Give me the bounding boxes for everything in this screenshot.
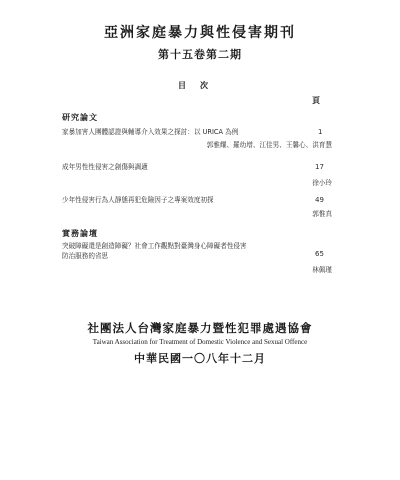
toc-heading: 目次 — [178, 80, 222, 90]
publisher-name: 社團法人台灣家庭暴力暨性犯罪處遇協會 — [87, 321, 313, 335]
publication-date: 中華民國一〇八年十二月 — [134, 352, 266, 365]
entry-title: 家暴加害人團體認證與輔導介入效果之探討：以 URICA 為例 — [62, 128, 239, 136]
entry-title: 成年男性性侵害之創傷與調適 — [62, 163, 148, 171]
section-heading-research: 研究論文 — [62, 112, 98, 122]
entry-authors: 徐小玲 — [312, 178, 332, 187]
entry-title: 少年性侵害行為人靜態再犯危險因子之專案效度初探 — [62, 196, 214, 204]
entry-page-number: 17 — [315, 163, 324, 171]
toc-entry[interactable] — [62, 196, 332, 219]
volume-issue: 第十五卷第二期 — [158, 48, 242, 61]
entry-title-line-2: 防治服務的省思 — [62, 251, 109, 260]
entry-title-line-1: 突破障礙還是創造障礙？社會工作觀點對臺灣身心障礙者性侵害 — [62, 242, 247, 250]
section-heading-practice: 實務論壇 — [62, 228, 98, 238]
toc-entry[interactable] — [62, 128, 332, 150]
publisher-name-english: Taiwan Association for Treatment of Domestic Violence and Sexual Offence — [92, 338, 308, 346]
toc-entry[interactable] — [62, 163, 332, 188]
page-column-label: 頁 — [312, 95, 320, 105]
entry-authors: 郭雅耀、羅幼增、江佳男、王馨心、洪育慧 — [206, 140, 332, 149]
entry-page-number: 49 — [315, 196, 324, 204]
journal-title: 亞洲家庭暴力與性侵害期刊 — [104, 25, 296, 41]
toc-entry[interactable] — [62, 242, 332, 276]
entry-page-number: 65 — [315, 250, 324, 258]
entry-authors: 林佩瑾 — [312, 266, 332, 274]
entry-page-number: 1 — [318, 128, 323, 136]
entry-authors: 郭惟真 — [312, 209, 332, 218]
